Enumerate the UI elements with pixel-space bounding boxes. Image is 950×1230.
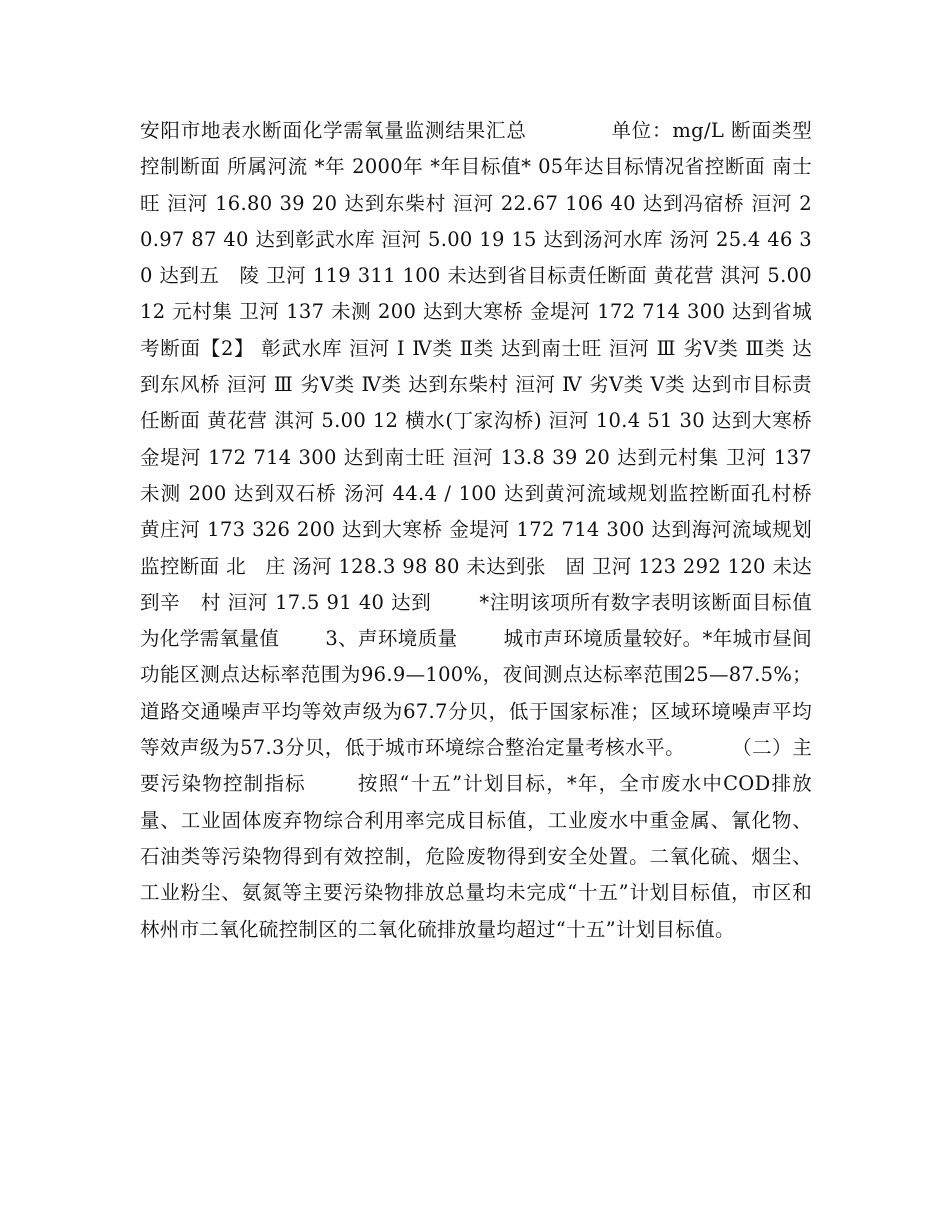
body-paragraph: 安阳市地表水断面化学需氧量监测结果汇总 单位：mg/L 断面类型 控制断面 所属河流 *年 2000年 *年目标值* 05年达目标情况省控断面 南士旺 洹河 16.80 39 20 达到东柴村 洹河 22.67 106 40 达到冯宿桥 洹河 20.97 87 40 达到彰武水库 洹河 5.00 19 15 达到汤河水库 汤河 25.4 46 30 达到五 陵 卫河 119 311 100 未达到省目标责任断面 黄花营 淇河 5.00 12 元村集 卫河 137 未测 200 达到大寒桥 金堤河 172 714 300 达到省城考断面【2】 彰武水库 洹河 Ⅰ Ⅳ类 Ⅱ类 达到南士旺 洹河 Ⅲ 劣Ⅴ类 Ⅲ类 达到东风桥 洹河 Ⅲ 劣Ⅴ类 Ⅳ类 达到东柴村 洹河 Ⅳ 劣Ⅴ类 Ⅴ类 达到市目标责任断面 黄花营 淇河 5.00 12 横水(丁家沟桥) 洹河 10.4 51 30 达到大寒桥 金堤河 172 714 300 达到南士旺 洹河 13.8 39 20 达到元村集 卫河 137 未测 200 达到双石桥 汤河 44.4 / 100 达到黄河流域规划监控断面孔村桥 黄庄河 173 326 200 达到大寒桥 金堤河 172 714 300 达到海河流域规划监控断面 北 庄 汤河 128.3 98 80 未达到张 固 卫河 123 292 120 未达到辛 村 洹河 17.5 91 40 达到 *注明该项所有数字表明该断面目标值为化学需氧量值 3、声环境质量 城市声环境质量较好。*年城市昼间功能区测点达标率范围为96.9—100%，夜间测点达标率范围25—87.5%；道路交通噪声平均等效声级为67.7分贝，低于国家标准；区域环境噪声平均等效声级为57.3分贝，低于城市环境综合整治定量考核水平。 （二）主要污染物控制指标 按照“十五”计划目标，*年，全市废水中COD排放量、工业固体废弃物综合利用率完成目标值，工业废水中重金属、氰化物、石油类等污染物得到有效控制，危险废物得到安全处置。二氧化硫、烟尘、工业粉尘、氨氮等主要污染物排放总量均未完成“十五”计划目标值，市区和林州市二氧化硫控制区的二氧化硫排放量均超过“十五”计划目标值。 (140, 119, 819, 941)
